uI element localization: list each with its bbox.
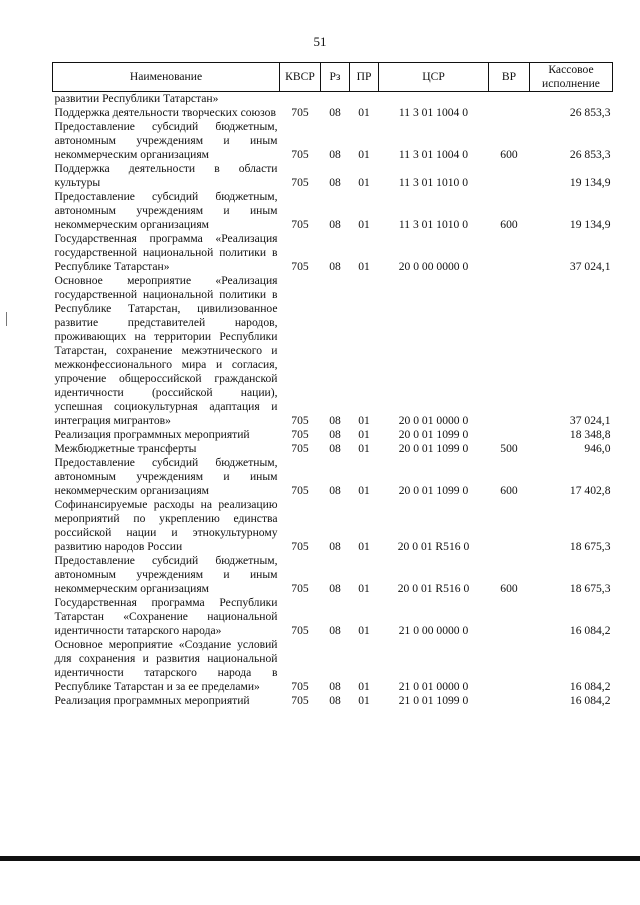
cell-rz <box>321 92 350 107</box>
cell-name: Поддержка деятельности творческих союзов <box>54 106 276 119</box>
cell-name: Государственная программа «Реализация государственной национальной политики в Республике Татарстан» <box>54 232 278 273</box>
cell-name: Предоставление субсидий бюджетным, автономным учреждениям и иным некоммерческим организациям <box>54 120 278 161</box>
cell-rz: 08 <box>329 484 341 497</box>
cell-kvsr: 705 <box>291 148 309 161</box>
cell-name: Предоставление субсидий бюджетным, автономным учреждениям и иным некоммерческим организациям <box>54 190 278 231</box>
cell-rz: 08 <box>329 680 341 693</box>
cell-kvsr: 705 <box>291 680 309 693</box>
header-kvsr: КВСР <box>280 63 321 92</box>
cell-pr: 01 <box>358 680 370 693</box>
cell-name: Реализация программных мероприятий <box>54 428 250 441</box>
cell-kvsr: 705 <box>291 582 309 595</box>
cell-csr: 20 0 01 1099 0 <box>398 428 469 441</box>
cell-kvsr: 705 <box>291 176 309 189</box>
cell-csr: 11 3 01 1004 0 <box>398 106 469 119</box>
cell-vr: 600 <box>500 218 518 231</box>
cell-csr <box>379 92 489 107</box>
cell-rz: 08 <box>329 218 341 231</box>
cell-pr: 01 <box>358 582 370 595</box>
cell-amount: 16 084,2 <box>569 624 611 637</box>
table-row <box>53 232 613 274</box>
table-row <box>53 498 613 554</box>
cell-vr: 600 <box>500 148 518 161</box>
cell-pr: 01 <box>358 148 370 161</box>
cell-vr <box>489 162 530 190</box>
cell-amount: 37 024,1 <box>569 260 611 273</box>
header-name: Наименование <box>53 63 280 92</box>
cell-kvsr: 705 <box>291 484 309 497</box>
table-row <box>53 442 613 456</box>
cell-csr: 11 3 01 1010 0 <box>398 218 469 231</box>
cell-amount: 16 084,2 <box>569 694 611 707</box>
table-row <box>53 428 613 442</box>
header-csr: ЦСР <box>379 63 489 92</box>
table-row <box>53 596 613 638</box>
cell-csr: 20 0 01 1099 0 <box>398 484 469 497</box>
cell-amount: 19 134,9 <box>569 176 611 189</box>
cell-amount: 16 084,2 <box>569 680 611 693</box>
table-row <box>53 162 613 190</box>
cell-name: Основное мероприятие «Реализация государственной национальной политики в Республике Татарстан, цивилизованное развитие представителей народов, проживающих на территории Республики Татарстан, сохранение межэтнического и межконфессионального мира и согласия, упрочение общероссийской гражданской идентичности (российской нации), успешная социокультурная адаптация и интеграция мигрантов» <box>54 274 278 427</box>
table-row <box>53 456 613 498</box>
cell-csr: 20 0 00 0000 0 <box>398 260 469 273</box>
cell-csr: 20 0 01 R516 0 <box>397 582 470 595</box>
budget-table <box>52 62 613 708</box>
header-rz: Рз <box>321 63 350 92</box>
cell-rz: 08 <box>329 624 341 637</box>
cell-amount: 18 675,3 <box>569 582 611 595</box>
cell-vr <box>489 638 530 694</box>
table-row <box>53 554 613 596</box>
header-amount: Кассовое исполнение <box>530 63 613 92</box>
cell-pr: 01 <box>358 260 370 273</box>
header-vr: ВР <box>489 63 530 92</box>
table-row <box>53 190 613 232</box>
cell-vr <box>489 694 530 708</box>
cell-vr <box>489 232 530 274</box>
cell-rz: 08 <box>329 442 341 455</box>
cell-pr: 01 <box>358 540 370 553</box>
table-row <box>53 120 613 162</box>
cell-pr: 01 <box>358 414 370 427</box>
cell-vr: 500 <box>500 442 518 455</box>
cell-kvsr: 705 <box>291 624 309 637</box>
cell-kvsr: 705 <box>291 106 309 119</box>
cell-kvsr: 705 <box>291 414 309 427</box>
scan-margin-mark <box>6 312 7 326</box>
cell-pr: 01 <box>358 624 370 637</box>
cell-name: Предоставление субсидий бюджетным, автономным учреждениям и иным некоммерческим организациям <box>54 456 278 497</box>
cell-name: Поддержка деятельности в области культуры <box>54 162 278 189</box>
cell-amount: 37 024,1 <box>569 414 611 427</box>
table-row <box>53 274 613 428</box>
cell-vr <box>489 498 530 554</box>
cell-amount: 26 853,3 <box>569 106 611 119</box>
cell-csr: 20 0 01 1099 0 <box>398 442 469 455</box>
cell-csr: 11 3 01 1010 0 <box>398 176 469 189</box>
cell-kvsr: 705 <box>291 260 309 273</box>
cell-vr <box>489 596 530 638</box>
cell-amount: 17 402,8 <box>569 484 611 497</box>
table-header-row <box>53 63 613 92</box>
cell-amount: 26 853,3 <box>569 148 611 161</box>
cell-rz: 08 <box>329 176 341 189</box>
cell-rz: 08 <box>329 260 341 273</box>
cell-name: развитии Республики Татарстан» <box>54 92 219 105</box>
cell-csr: 21 0 01 0000 0 <box>398 680 469 693</box>
cell-vr: 600 <box>500 484 518 497</box>
cell-csr: 21 0 01 1099 0 <box>398 694 469 707</box>
cell-vr <box>489 428 530 442</box>
header-pr: ПР <box>350 63 379 92</box>
table-body <box>53 92 613 709</box>
table-row <box>53 106 613 120</box>
cell-name: Реализация программных мероприятий <box>54 694 250 707</box>
cell-vr <box>489 106 530 120</box>
cell-kvsr: 705 <box>291 540 309 553</box>
cell-kvsr: 705 <box>291 218 309 231</box>
cell-kvsr <box>280 92 321 107</box>
table-row <box>53 694 613 708</box>
table-row <box>53 638 613 694</box>
cell-csr: 11 3 01 1004 0 <box>398 148 469 161</box>
cell-pr: 01 <box>358 176 370 189</box>
cell-csr: 21 0 00 0000 0 <box>398 624 469 637</box>
cell-kvsr: 705 <box>291 442 309 455</box>
cell-vr: 600 <box>500 582 518 595</box>
cell-amount: 18 675,3 <box>569 540 611 553</box>
cell-amount: 946,0 <box>584 442 611 455</box>
cell-name: Софинансируемые расходы на реализацию мероприятий по укреплению единства российской нации и этнокультурному развитию народов России <box>54 498 278 553</box>
cell-amount <box>530 92 613 107</box>
cell-kvsr: 705 <box>291 694 309 707</box>
table-row <box>53 92 613 107</box>
cell-rz: 08 <box>329 414 341 427</box>
cell-rz: 08 <box>329 694 341 707</box>
cell-name: Государственная программа Республики Татарстан «Сохранение национальной идентичности татарского народа» <box>54 596 278 637</box>
page-number: 51 <box>313 34 327 49</box>
cell-amount: 19 134,9 <box>569 218 611 231</box>
cell-pr: 01 <box>358 218 370 231</box>
cell-rz: 08 <box>329 428 341 441</box>
cell-vr <box>489 274 530 428</box>
cell-pr: 01 <box>358 484 370 497</box>
cell-vr <box>489 92 530 107</box>
cell-pr: 01 <box>358 106 370 119</box>
scan-bottom-bar <box>0 856 640 861</box>
cell-pr: 01 <box>358 442 370 455</box>
cell-name: Основное мероприятие «Создание условий для сохранения и развития национальной идентичности татарского народа в Республике Татарстан и за ее пределами» <box>54 638 278 693</box>
cell-csr: 20 0 01 0000 0 <box>398 414 469 427</box>
cell-pr: 01 <box>358 428 370 441</box>
cell-name: Межбюджетные трансферты <box>54 442 197 455</box>
cell-kvsr: 705 <box>291 428 309 441</box>
cell-pr <box>350 92 379 107</box>
cell-rz: 08 <box>329 148 341 161</box>
cell-pr: 01 <box>358 694 370 707</box>
cell-rz: 08 <box>329 540 341 553</box>
cell-csr: 20 0 01 R516 0 <box>397 540 470 553</box>
cell-amount: 18 348,8 <box>569 428 611 441</box>
cell-rz: 08 <box>329 106 341 119</box>
cell-name: Предоставление субсидий бюджетным, автономным учреждениям и иным некоммерческим организациям <box>54 554 278 595</box>
cell-rz: 08 <box>329 582 341 595</box>
